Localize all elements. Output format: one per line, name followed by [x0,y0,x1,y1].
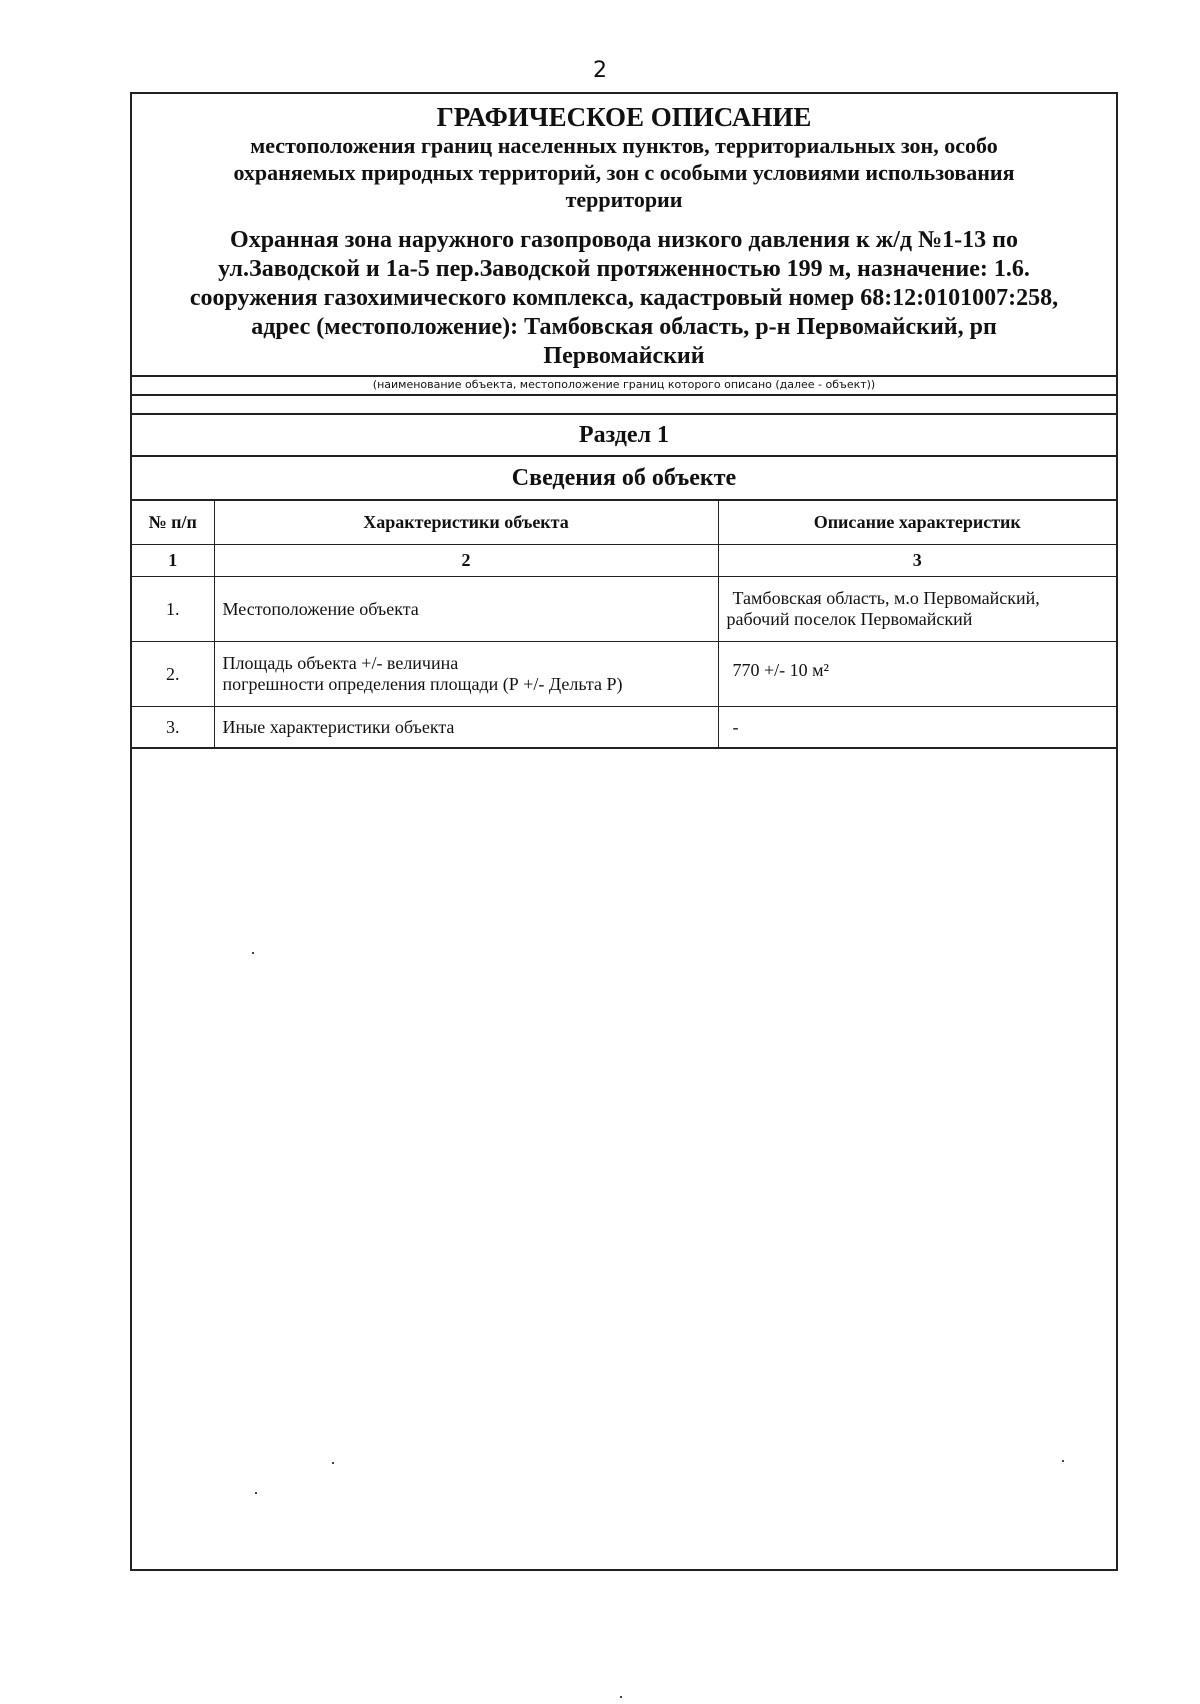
document-subtitle [142,132,1106,213]
scan-speck [255,1492,257,1494]
row-description [718,707,1116,749]
row-description [718,642,1116,707]
scan-speck [1062,1460,1064,1462]
column-index: 1 [132,545,214,577]
object-name [142,226,1106,371]
document-frame [130,92,1118,1571]
object-name-line: Первомайский [543,343,705,369]
subtitle-line: охраняемых природных территорий, зон с особыми условиями использования [233,160,1015,185]
object-name-line: сооружения газохимического комплекса, кадастровый номер 68:12:0101007:258, [189,285,1059,311]
column-index: 3 [718,545,1116,577]
column-header-number: № п/п [132,501,214,545]
scan-speck [332,1462,334,1464]
description-line: 770 +/- 10 м² [732,659,829,680]
characteristic-line: погрешности определения площади (Р +/- Дельта Р) [222,674,623,694]
document-header [132,94,1116,371]
column-header-characteristic: Характеристики объекта [214,501,718,545]
description-line: рабочий поселок Первомайский [726,609,973,629]
table-row [132,642,1116,707]
row-characteristic [214,642,718,707]
document-title: ГРАФИЧЕСКОЕ ОПИСАНИЕ [436,102,812,132]
scan-speck [620,1696,622,1698]
object-name-line: Охранная зона наружного газопровода низкого давления к ж/д №1-13 по [230,227,1018,253]
row-characteristic [214,577,718,642]
table-row [132,707,1116,749]
column-header-description: Описание характеристик [718,501,1116,545]
description-line: - [732,716,739,737]
table-header-row [132,501,1116,545]
table-row [132,577,1116,642]
row-description [718,577,1116,642]
subtitle-line: местоположения границ населенных пунктов, территориальных зон, особо [250,133,998,158]
page-number: 2 [593,58,607,83]
section-title: Раздел 1 [132,415,1116,457]
scan-speck [252,952,254,954]
row-characteristic [214,707,718,749]
characteristic-line: Иные характеристики объекта [222,716,455,737]
description-line: Тамбовская область, м.о Первомайский, [732,588,1040,608]
object-name-line: ул.Заводской и 1а-5 пер.Заводской протяженностью 199 м, назначение: 1.6. [218,256,1030,282]
table-index-row [132,545,1116,577]
characteristic-line: Местоположение объекта [222,598,419,619]
object-name-caption: (наименование объекта, местоположение границ которого описано (далее - объект)) [132,375,1116,396]
row-number: 1. [132,577,214,642]
spacer-row [132,396,1116,415]
object-info-table [132,501,1116,749]
section-subtitle: Сведения об объекте [132,457,1116,501]
object-name-line: адрес (местоположение): Тамбовская область, р-н Первомайский, рп [251,314,997,340]
subtitle-line: территории [565,187,683,212]
row-number: 3. [132,707,214,749]
row-number: 2. [132,642,214,707]
characteristic-line: Площадь объекта +/- величина [222,653,459,673]
column-index: 2 [214,545,718,577]
